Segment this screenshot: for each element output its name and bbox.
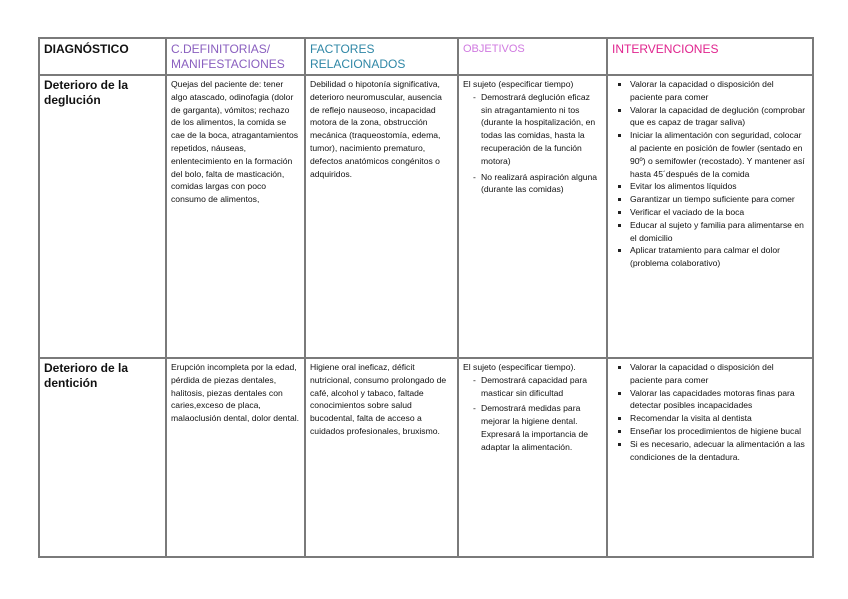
header-diagnostico: DIAGNÓSTICO xyxy=(39,38,166,75)
intervenciones-cell xyxy=(607,75,813,358)
definitorias-cell: Erupción incompleta por la edad, pérdida de piezas dentales, halitosis, piezas dentales con caries,exceso de placa, malaoclusión dental, dolor dental. xyxy=(166,358,305,557)
list-item: Si es necesario, adecuar la alimentación a las condiciones de la dentadura. xyxy=(616,438,808,464)
list-item: - Demostrará medidas para mejorar la higiene dental. Expresará la importancia de adaptar la alimentación. xyxy=(473,402,602,453)
header-factores: FACTORES RELACIONADOS xyxy=(305,38,458,75)
intervenciones-list xyxy=(612,78,808,270)
factores-cell: Higiene oral ineficaz, déficit nutricional, consumo prolongado de café, alcohol y tabaco, faltade conocimientos sobre salud bucodental, falta de acceso a cuidados profesionales, bruxismo. xyxy=(305,358,458,557)
factores-cell: Debilidad o hipotonía significativa, deterioro neuromuscular, ausencia de reflejo nauseoso, incapacidad motora de la zona, obstrucción mecánica (traqueostomía, edema, tumor), nacimiento prematuro, defectos anatómicos congénitos o adquiridos. xyxy=(305,75,458,358)
objetivos-list xyxy=(463,91,602,196)
table-row xyxy=(39,75,813,358)
objetivos-intro: El sujeto (especificar tiempo) xyxy=(463,79,574,89)
list-item: - Demostrará capacidad para masticar sin dificultad xyxy=(473,374,602,400)
list-item: - Demostrará deglución eficaz sin atragantamiento ni tos (durante la hospitalización, en todas las comidas, hasta la recuperación de la función motora) xyxy=(473,91,602,168)
list-item: Valorar la capacidad o disposición del paciente para comer xyxy=(616,361,808,387)
list-item: - No realizará aspiración alguna (durante las comidas) xyxy=(473,171,602,197)
definitorias-cell: Quejas del paciente de: tener algo atascado, odinofagia (dolor de garganta), vómitos; rechazo de los alimentos, la comida se cae de la boca, atragantamientos repetidos, náuseas, enlentecimiento en la formación del bolo, falta de masticación, comidas largas con poco consumo de alimentos, xyxy=(166,75,305,358)
objetivos-cell xyxy=(458,358,607,557)
header-objetivos: OBJETIVOS xyxy=(458,38,607,75)
table-row xyxy=(39,358,813,557)
list-item: Garantizar un tiempo suficiente para comer xyxy=(616,193,808,206)
list-item: Iniciar la alimentación con seguridad, colocar al paciente en posición de fowler (sentado en 90º) o semifowler (recostado). Y mantener así hasta 45´después de la comida xyxy=(616,129,808,180)
list-item: Verificar el vaciado de la boca xyxy=(616,206,808,219)
list-item: Evitar los alimentos líquidos xyxy=(616,180,808,193)
list-item: Enseñar los procedimientos de higiene bucal xyxy=(616,425,808,438)
list-item: Valorar la capacidad de deglución (comprobar que es capaz de tragar saliva) xyxy=(616,104,808,130)
objetivos-intro: El sujeto (especificar tiempo). xyxy=(463,362,576,372)
list-item: Aplicar tratamiento para calmar el dolor (problema colaborativo) xyxy=(616,244,808,270)
list-item: Valorar las capacidades motoras finas para detectar posibles incapacidades xyxy=(616,387,808,413)
list-item: Valorar la capacidad o disposición del paciente para comer xyxy=(616,78,808,104)
header-row xyxy=(39,38,813,75)
nursing-care-plan-table xyxy=(38,37,814,558)
diagnosis-cell: Deterioro de la deglución xyxy=(39,75,166,358)
list-item: Educar al sujeto y familia para alimentarse en el domicilio xyxy=(616,219,808,245)
header-definitorias: C.DEFINITORIAS/ MANIFESTACIONES xyxy=(166,38,305,75)
diagnosis-cell: Deterioro de la dentición xyxy=(39,358,166,557)
list-item: Recomendar la visita al dentista xyxy=(616,412,808,425)
header-intervenciones: INTERVENCIONES xyxy=(607,38,813,75)
objetivos-cell xyxy=(458,75,607,358)
intervenciones-cell xyxy=(607,358,813,557)
objetivos-list xyxy=(463,374,602,454)
intervenciones-list xyxy=(612,361,808,463)
